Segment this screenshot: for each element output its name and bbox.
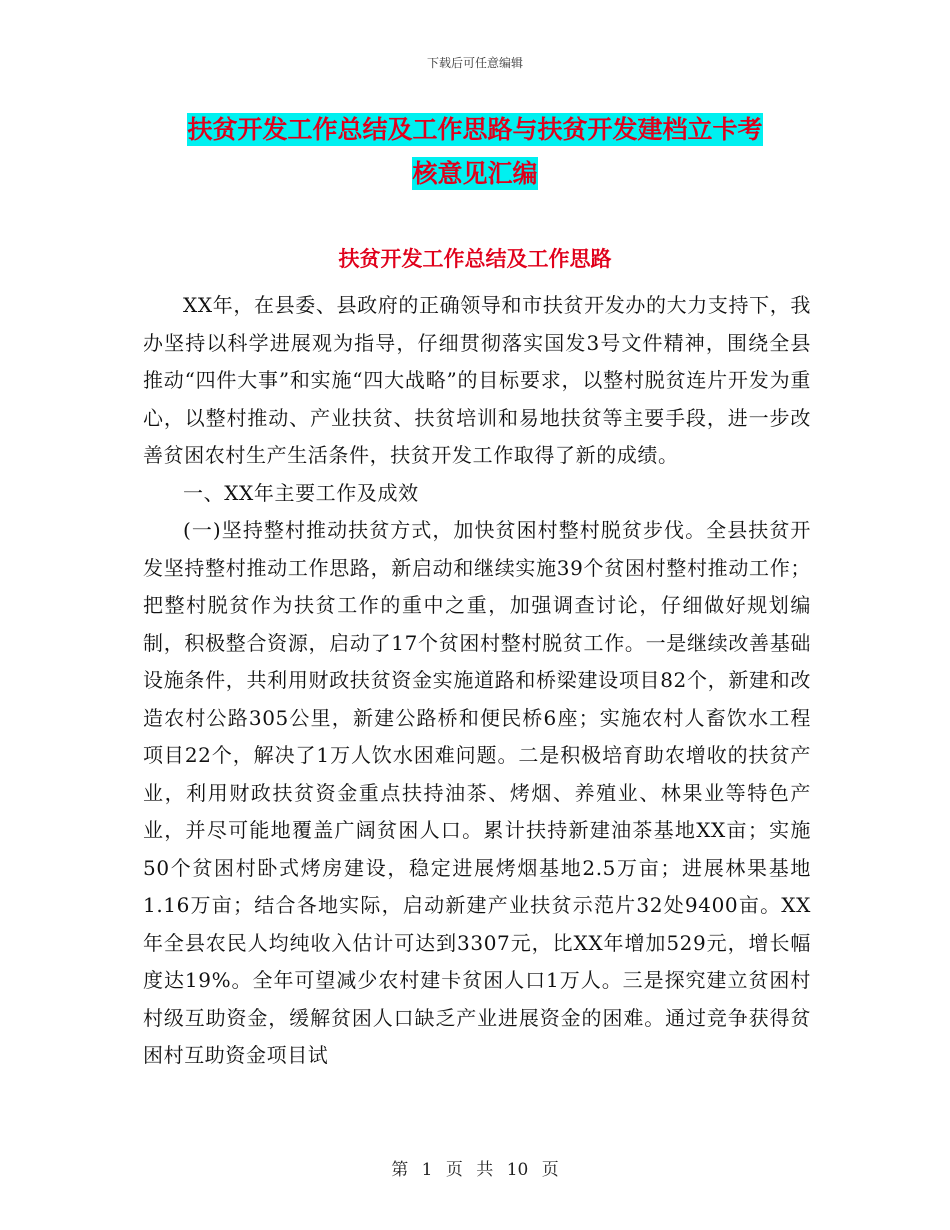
footer-prefix: 第 [391, 1160, 409, 1180]
footer-total-word: 共 [476, 1160, 494, 1180]
page-footer [0, 1155, 950, 1180]
section-title: 扶贫开发工作总结及工作思路 [338, 247, 612, 271]
footer-total-pages: 10 [506, 1160, 529, 1180]
footer-suffix: 页 [541, 1160, 559, 1180]
document-title-text-1: 扶贫开发工作总结及工作思路与扶贫开发建档立卡考 [187, 115, 763, 144]
paragraph-body-1: (一)坚持整村推动扶贫方式，加快贫困村整村脱贫步伐。全县扶贫开发坚持整村推动工作思路，新启动和继续实施39个贫困村整村推动工作；把整村脱贫作为扶贫工作的重中之重，加强调查讨论，仔细做好规划编制，积极整合资源，启动了17个贫困村整村脱贫工作。一是继续改善基础设施条件，共利用财政扶贫资金实施道路和桥梁建设项目82个，新建和改造农村公路305公里，新建公路桥和便民桥6座；实施农村人畜饮水工程项目22个，解决了1万人饮水困难问题。二是积极培育助农增收的扶贫产业，利用财政扶贫资金重点扶持油茶、烤烟、养殖业、林果业等特色产业，并尽可能地覆盖广阔贫困人口。累计扶持新建油茶基地XX亩；实施50个贫困村卧式烤房建设，稳定进展烤烟基地2.5万亩；进展林果基地1.16万亩；结合各地实际，启动新建产业扶贫示范片32处9400亩。XX年全县农民人均纯收入估计可达到3307元，比XX年增加529元，增长幅度达19%。全年可望减少农村建卡贫困人口1万人。三是探究建立贫困村村级互助资金，缓解贫困人口缺乏产业进展资金的困难。通过竞争获得贫困村互助资金项目试 [143, 518, 811, 1067]
body-content [143, 287, 811, 1075]
paragraph-heading-1: 一、XX年主要工作及成效 [183, 480, 419, 505]
document-title-line-2 [0, 152, 950, 196]
footer-page-number: 1 [421, 1160, 433, 1180]
document-title-line-1 [0, 108, 950, 152]
document-title-text-2: 核意见汇编 [412, 159, 538, 188]
paragraph-intro: XX年，在县委、县政府的正确领导和市扶贫开发办的大力支持下，我办坚持以科学进展观为指导，仔细贯彻落实国发3号文件精神，围绕全县推动“四件大事”和实施“四大战略”的目标要求，以整村脱贫连片开发为重心，以整村推动、产业扶贫、扶贫培训和易地扶贫等主要手段，进一步改善贫困农村生产生活条件，扶贫开发工作取得了新的成绩。 [143, 293, 811, 467]
header-note: 下载后可任意编辑 [426, 56, 523, 70]
footer-page-word: 页 [445, 1160, 463, 1180]
